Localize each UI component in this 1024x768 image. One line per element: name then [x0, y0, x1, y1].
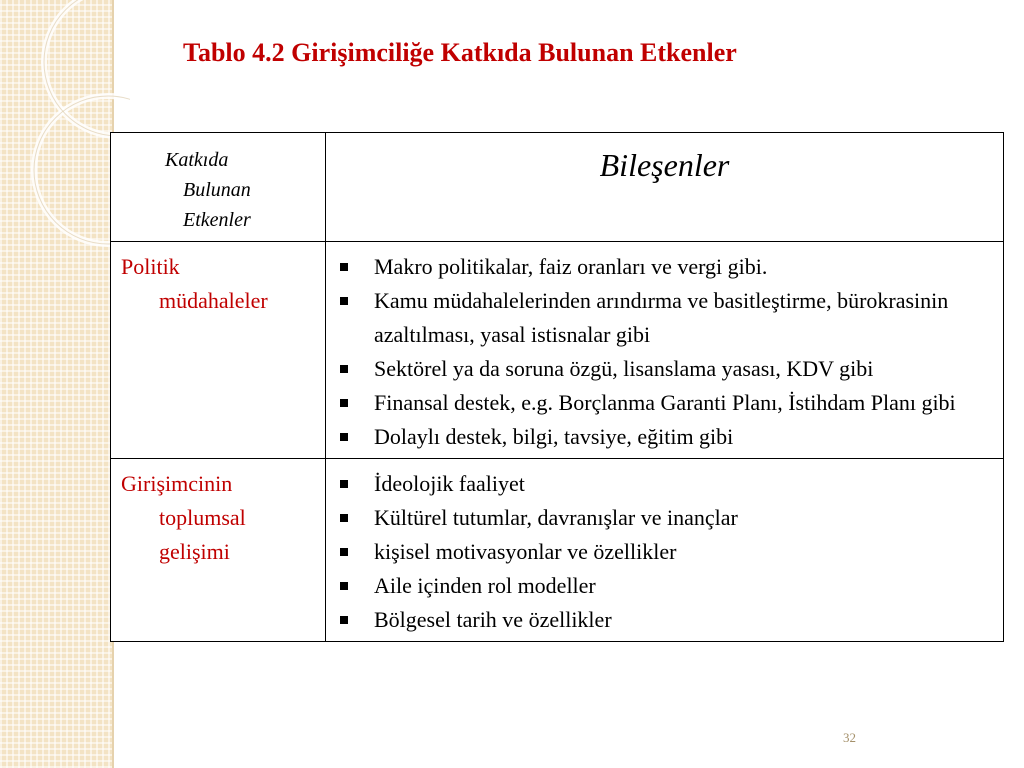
- list-item: [336, 569, 995, 603]
- category-line: müdahaleler: [159, 288, 268, 313]
- header-cell-factors: [111, 133, 326, 242]
- header-line: Bulunan: [183, 179, 251, 201]
- category-line: gelişimi: [159, 539, 230, 564]
- list-item-text: Kültürel tutumlar, davranışlar ve inançlar: [374, 505, 738, 530]
- items-cell: [326, 242, 1004, 459]
- table-row: [111, 459, 1004, 642]
- list-item-text: Finansal destek, e.g. Borçlanma Garanti Planı, İstihdam Planı gibi: [374, 390, 956, 415]
- list-item-text: Kamu müdahalelerinden arındırma ve basitleştirme, bürokrasinin azaltılması, yasal istisnalar gibi: [374, 288, 949, 347]
- page-number: 32: [843, 730, 856, 745]
- list-item: [336, 250, 995, 284]
- header-cell-components: Bileşenler: [326, 133, 1004, 242]
- square-bullet-icon: [340, 616, 348, 624]
- header-line: Katkıda: [165, 149, 229, 171]
- table-header-row: [111, 133, 1004, 242]
- list-item-text: Sektörel ya da soruna özgü, lisanslama yasası, KDV gibi: [374, 356, 874, 381]
- list-item: [336, 467, 995, 501]
- factors-table: [110, 132, 1004, 642]
- square-bullet-icon: [340, 514, 348, 522]
- list-item-text: Dolaylı destek, bilgi, tavsiye, eğitim gibi: [374, 424, 734, 449]
- category-cell: [111, 242, 326, 459]
- list-item-text: İdeolojik faaliyet: [374, 471, 525, 496]
- list-item: [336, 420, 995, 454]
- square-bullet-icon: [340, 433, 348, 441]
- square-bullet-icon: [340, 365, 348, 373]
- table-row: [111, 242, 1004, 459]
- list-item-text: Makro politikalar, faiz oranları ve vergi gibi.: [374, 254, 768, 279]
- category-cell: [111, 459, 326, 642]
- square-bullet-icon: [340, 582, 348, 590]
- category-line: Politik: [121, 254, 180, 279]
- square-bullet-icon: [340, 480, 348, 488]
- list-item: [336, 386, 995, 420]
- list-item: [336, 284, 995, 352]
- list-item: [336, 603, 995, 637]
- list-item-text: kişisel motivasyonlar ve özellikler: [374, 539, 677, 564]
- component-list: [336, 250, 995, 454]
- square-bullet-icon: [340, 399, 348, 407]
- component-list: [336, 467, 995, 637]
- list-item: [336, 352, 995, 386]
- square-bullet-icon: [340, 263, 348, 271]
- header-line: Etkenler: [183, 209, 251, 231]
- items-cell: [326, 459, 1004, 642]
- list-item-text: Aile içinden rol modeller: [374, 573, 596, 598]
- category-line: toplumsal: [159, 505, 246, 530]
- slide-title: Tablo 4.2 Girişimciliğe Katkıda Bulunan Etkenler: [183, 38, 737, 67]
- square-bullet-icon: [340, 297, 348, 305]
- list-item: [336, 535, 995, 569]
- category-line: Girişimcinin: [121, 471, 233, 496]
- square-bullet-icon: [340, 548, 348, 556]
- list-item-text: Bölgesel tarih ve özellikler: [374, 607, 612, 632]
- list-item: [336, 501, 995, 535]
